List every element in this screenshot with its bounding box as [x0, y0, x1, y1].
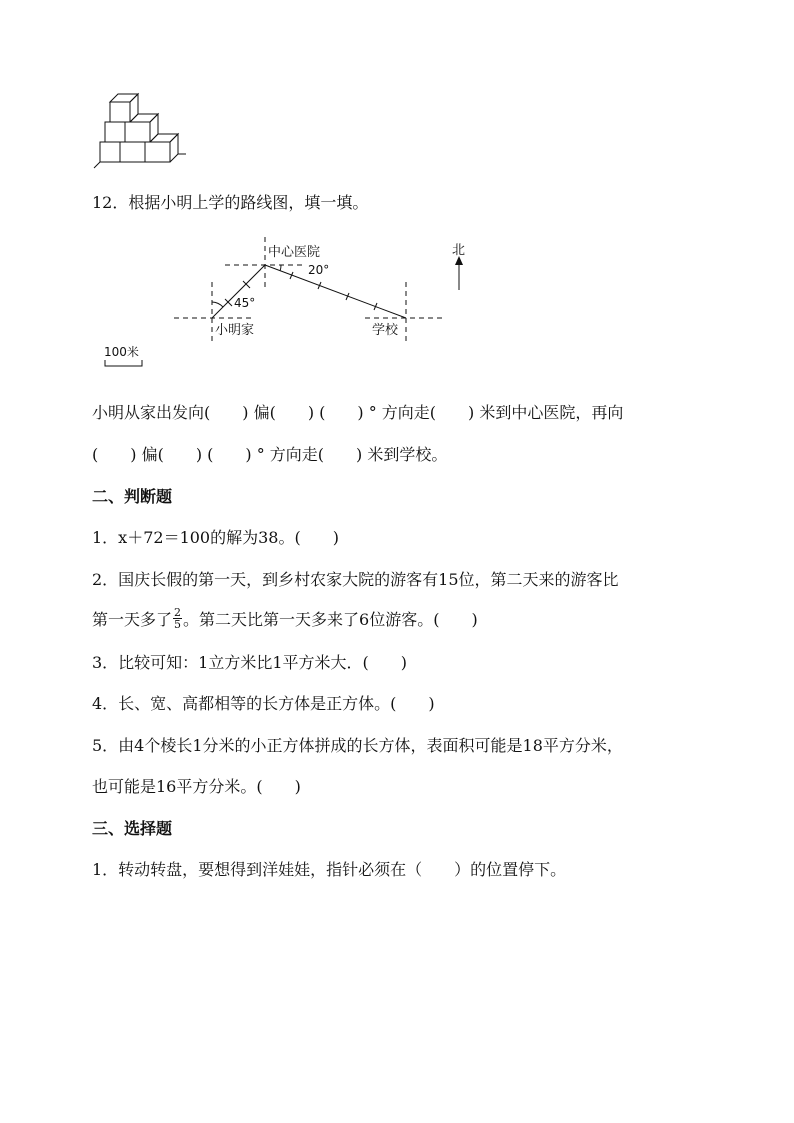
question-12-title: 12．根据小明上学的路线图，填一填。 — [92, 193, 369, 212]
home-label: 小明家 — [215, 323, 255, 338]
question-12-fill-line-2: ( ) 偏( ) ( ) ° 方向走( ) 米到学校。 — [92, 445, 448, 464]
north-label: 北 — [452, 243, 466, 258]
judgement-q1: 1．x＋72＝100的解为38。( ) — [92, 528, 339, 547]
scale-bar — [104, 343, 144, 368]
angle-20-label: 20° — [308, 263, 330, 277]
judgement-q5-line-2: 也可能是16平方分米。( ) — [92, 777, 301, 796]
hospital-label: 中心医院 — [268, 245, 321, 260]
question-12-fill-line-1: 小明从家出发向( ) 偏( ) ( ) ° 方向走( ) 米到中心医院，再向 — [92, 403, 624, 422]
choice-q1: 1．转动转盘，要想得到洋娃娃，指针必须在（ ）的位置停下。 — [92, 860, 567, 879]
section-choice-title: 三、选择题 — [92, 819, 173, 838]
judgement-q2-pre: 第一天多了 — [92, 610, 173, 629]
scale-label: 100米 — [104, 345, 139, 359]
cube-stack-figure — [90, 88, 190, 172]
route-map — [160, 232, 490, 372]
section-judgement-title: 二、判断题 — [92, 487, 173, 506]
judgement-q2-line-2 — [92, 607, 478, 632]
fraction-two-fifths: $\frac{2}{5}$ — [174, 606, 182, 631]
judgement-q2-post: 。第二天比第一天多来了6位游客。( ) — [183, 610, 478, 629]
judgement-q2-line-1: 2．国庆长假的第一天，到乡村农家大院的游客有15位，第二天来的游客比 — [92, 570, 619, 589]
judgement-q3: 3．比较可知：1立方米比1平方米大．( ) — [92, 653, 408, 672]
judgement-q5-line-1: 5．由4个棱长1分米的小正方体拼成的长方体，表面积可能是18平方分米， — [92, 736, 623, 755]
angle-45-label: 45° — [234, 296, 256, 310]
judgement-q4: 4．长、宽、高都相等的长方体是正方体。( ) — [92, 694, 435, 713]
school-label: 学校 — [372, 323, 399, 338]
